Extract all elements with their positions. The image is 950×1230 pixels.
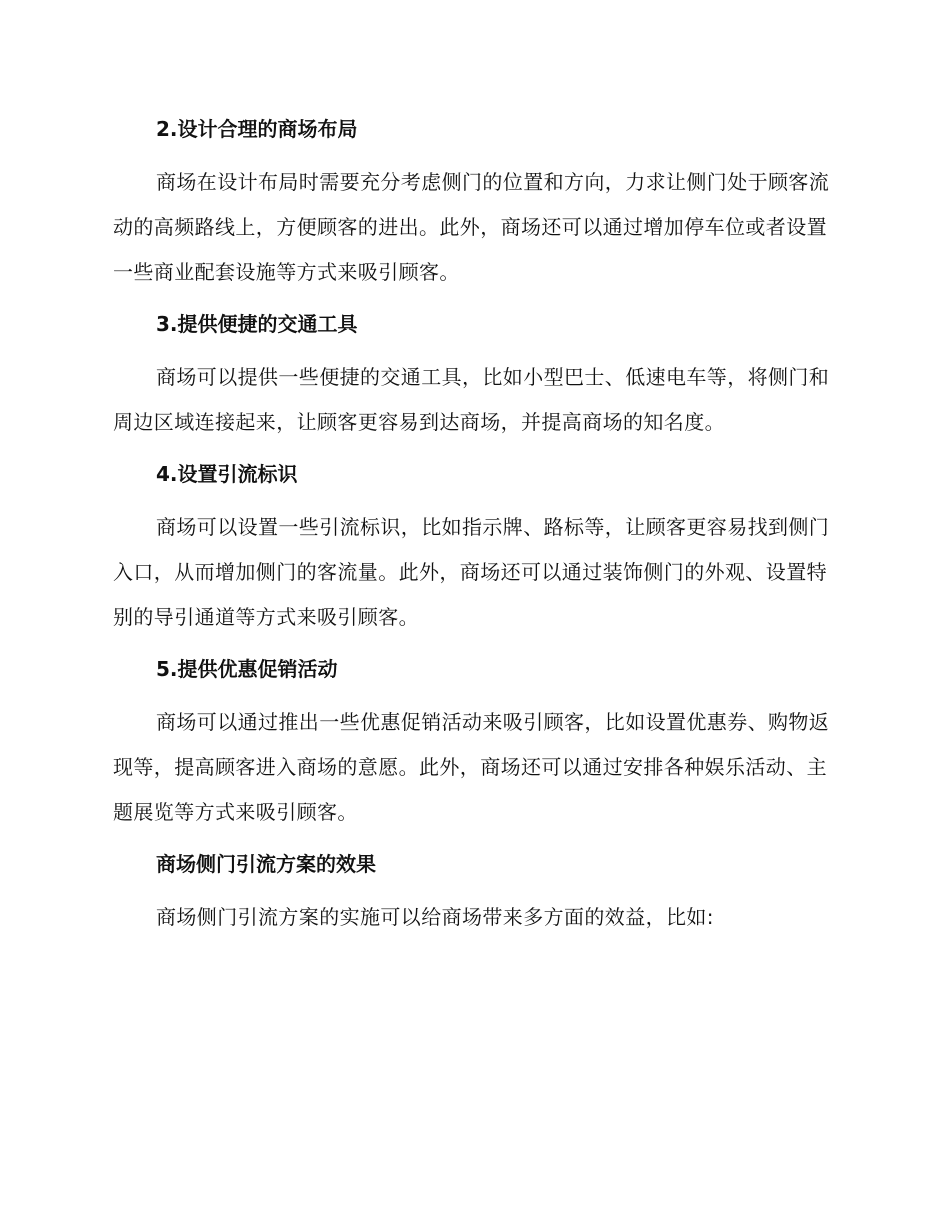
section-paragraph: 商场可以设置一些引流标识，比如指示牌、路标等，让顾客更容易找到侧门入口，从而增加侧门的客流量。此外，商场还可以通过装饰侧门的外观、设置特别的导引通道等方式来吸引顾客。	[113, 515, 830, 629]
section-heading: 商场侧门引流方案的效果	[156, 852, 376, 876]
section-heading: 3.提供便捷的交通工具	[156, 312, 358, 336]
section-paragraph: 商场在设计布局时需要充分考虑侧门的位置和方向，力求让侧门处于顾客流动的高频路线上，方便顾客的进出。此外，商场还可以通过增加停车位或者设置一些商业配套设施等方式来吸引顾客。	[113, 170, 830, 284]
section-paragraph: 商场可以通过推出一些优惠促销活动来吸引顾客，比如设置优惠券、购物返现等，提高顾客进入商场的意愿。此外，商场还可以通过安排各种娱乐活动、主题展览等方式来吸引顾客。	[113, 710, 830, 824]
section-heading: 4.设置引流标识	[156, 462, 298, 486]
section-paragraph: 商场侧门引流方案的实施可以给商场带来多方面的效益，比如:	[156, 905, 714, 929]
document-body	[113, 112, 833, 940]
section-heading: 2.设计合理的商场布局	[156, 117, 358, 141]
section-paragraph: 商场可以提供一些便捷的交通工具，比如小型巴士、低速电车等，将侧门和周边区域连接起来，让顾客更容易到达商场，并提高商场的知名度。	[113, 365, 830, 434]
section-heading: 5.提供优惠促销活动	[156, 657, 338, 681]
